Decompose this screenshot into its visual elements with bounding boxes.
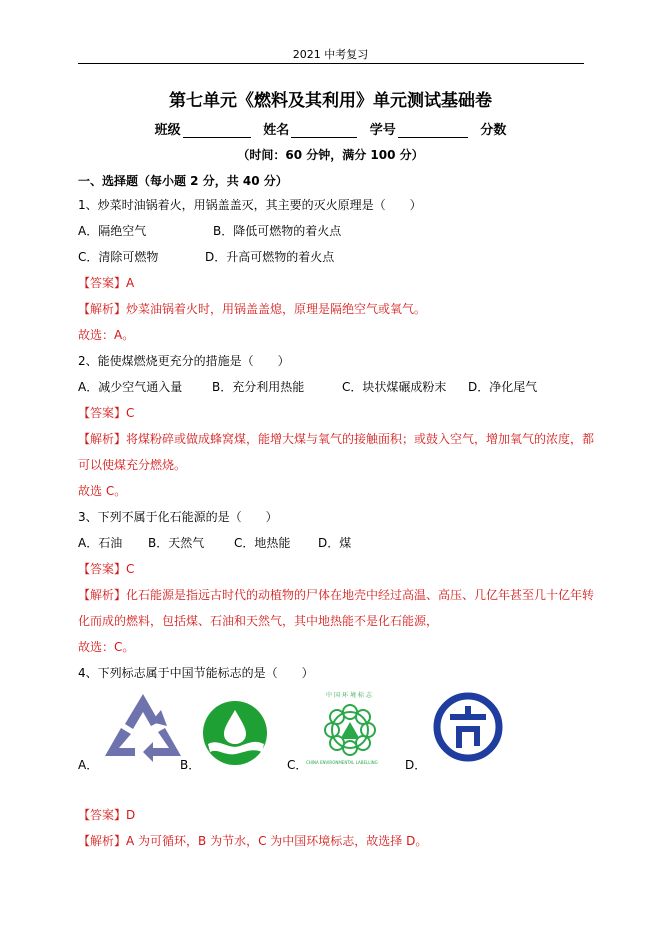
q2-analysis-text: 将煤粉碎或做成蜂窝煤，能增大煤与氧气的接触面积；或鼓入空气，增加氧气的浓度，都 [126,432,595,446]
q1-option-c: C．清除可燃物 [78,250,159,264]
q2-answer [78,404,134,421]
q1-answer-value: A [126,276,135,290]
answer-tag: 【答案】 [78,406,127,420]
page-header: 2021 中考复习 [292,48,369,61]
analysis-tag: 【解析】 [78,432,127,446]
q1-option-a: A．隔绝空气 [78,224,147,238]
answer-tag: 【答案】 [78,276,127,290]
q3-analysis-text: 化石能源是指远古时代的动植物的尸体在地壳中经过高温、高压、几亿年甚至几十亿年转 [126,588,595,602]
q2-option-b: B．充分利用热能 [212,380,305,394]
student-info-line [0,119,661,138]
environmental-label-logo-icon [306,688,394,768]
q3-analysis-line1 [78,586,594,603]
env-logo-top-text: 中国环境标志 [326,692,375,699]
answer-tag: 【答案】 [78,562,127,576]
q3-option-d: D．煤 [318,536,352,550]
water-saving-logo-icon [202,700,268,766]
answer-tag: 【答案】 [78,808,127,822]
q4-answer [78,806,135,823]
name-blank[interactable] [291,124,357,138]
score-label: 分数 [480,123,507,138]
class-label: 班级 [154,123,181,138]
time-note: （时间：60 分钟，满分 100 分） [237,148,424,162]
energy-saving-logo-icon [432,692,504,762]
q2-analysis-line2: 可以使煤充分燃烧。 [78,458,187,472]
q1-stem: 1、炒菜时油锅着火，用锅盖盖灭，其主要的灭火原理是（ ） [78,198,422,212]
q1-answer [78,274,134,291]
q4-option-a: A． [78,758,99,772]
q4-option-b: B． [180,758,201,772]
q1-conclusion: 故选：A。 [78,328,135,342]
q2-stem: 2、能使煤燃烧更充分的措施是（ ） [78,354,290,368]
q1-analysis-text: 炒菜油锅着火时，用锅盖盖熄，原理是隔绝空气或氧气。 [126,302,427,316]
header-rule [78,63,584,64]
q4-answer-value: D [126,808,136,822]
q3-conclusion: 故选：C。 [78,640,135,654]
q4-option-d: D． [405,758,427,772]
id-label: 学号 [369,123,396,138]
q3-option-b: B．天然气 [148,536,205,550]
q2-option-c: C．块状煤碾成粉末 [342,380,447,394]
q2-option-a: A．减少空气通入量 [78,380,183,394]
page-title: 第七单元《燃料及其利用》单元测试基础卷 [169,91,492,111]
q4-stem: 4、下列标志属于中国节能标志的是（ ） [78,666,314,680]
q4-option-c: C． [287,758,308,772]
analysis-tag: 【解析】 [78,588,127,602]
q3-option-c: C．地热能 [234,536,291,550]
q2-conclusion: 故选 C。 [78,484,127,498]
q3-option-a: A．石油 [78,536,123,550]
id-blank[interactable] [398,124,468,138]
q3-answer [78,560,134,577]
q3-analysis-line2: 化而成的燃料，包括煤、石油和天然气，其中地热能不是化石能源， [78,614,439,628]
q1-option-d: D．升高可燃物的着火点 [205,250,335,264]
q4-analysis [78,832,427,849]
class-blank[interactable] [183,124,251,138]
q4-analysis-text: A 为可循环，B 为节水，C 为中国环境标志，故选择 D。 [126,834,428,848]
analysis-tag: 【解析】 [78,834,127,848]
q2-analysis-line1 [78,430,594,447]
q2-answer-value: C [126,406,135,420]
q1-analysis [78,300,426,317]
q2-option-d: D．净化尾气 [468,380,538,394]
analysis-tag: 【解析】 [78,302,127,316]
section-heading: 一、选择题（每小题 2 分，共 40 分） [78,174,288,188]
q3-stem: 3、下列不属于化石能源的是（ ） [78,510,278,524]
env-logo-ring-text: CHINA ENVIRONMENTAL LABELLING [306,760,378,765]
recycle-logo-icon [103,692,183,764]
name-label: 姓名 [263,123,290,138]
q3-answer-value: C [126,562,135,576]
q1-option-b: B．降低可燃物的着火点 [213,224,342,238]
